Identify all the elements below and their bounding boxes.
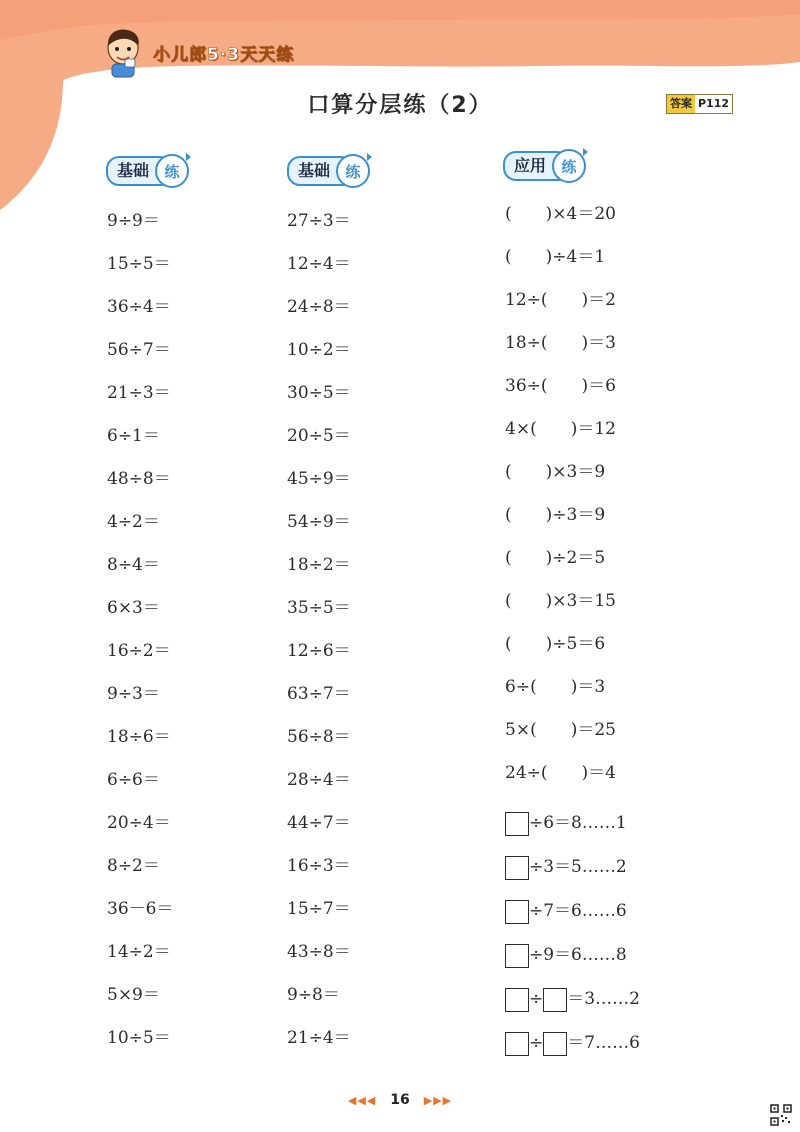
answer-blank[interactable]: ( ) [530,419,578,439]
arithmetic-problem: 9÷3＝ [107,684,160,704]
arithmetic-problem: 6÷6＝ [107,770,160,790]
answer-box[interactable] [505,988,529,1012]
problem-prefix: 24÷ [505,763,541,783]
fill-paren-problem [505,408,640,451]
problem-prefix: 36÷ [505,376,541,396]
answer-blank[interactable]: ( ) [540,333,589,353]
arithmetic-problem: 10÷5＝ [107,1028,171,1048]
problem-column-2 [287,200,351,1060]
fill-paren-problem [505,623,640,666]
left-arrows-icon: ◀◀◀ [347,1094,377,1107]
arithmetic-problem: 15÷5＝ [107,254,171,274]
arithmetic-problem: 24÷8＝ [287,297,351,317]
answer-box[interactable] [505,812,529,836]
problem-suffix: ÷3＝9 [552,505,606,525]
problem-suffix: ＝3……2 [567,989,640,1009]
problem-prefix: 18÷ [505,333,541,353]
arithmetic-problem: 21÷4＝ [287,1028,351,1048]
arithmetic-problem: 54÷9＝ [287,512,351,532]
problem-suffix: ÷9＝6……8 [529,945,627,965]
arithmetic-problem: 18÷2＝ [287,555,351,575]
answer-box[interactable] [543,988,567,1012]
arithmetic-problem: 44÷7＝ [287,813,351,833]
answer-blank[interactable]: ( ) [505,247,553,267]
answer-page-ref: P112 [695,95,732,113]
badge-label: 基础 [106,156,173,186]
answer-blank[interactable]: ( ) [530,677,578,697]
answer-label: 答案 [667,95,695,113]
problem-suffix: ×3＝9 [552,462,606,482]
problem-suffix: ＝3 [588,333,616,353]
page-number: 16 [390,1092,410,1108]
arithmetic-problem: 16÷3＝ [287,856,351,876]
problem-prefix: 12÷ [505,290,541,310]
problem-operator: ÷ [529,989,544,1009]
arithmetic-problem: 4÷2＝ [107,512,160,532]
badge-label: 基础 [287,156,354,186]
arithmetic-problem: 20÷4＝ [107,813,171,833]
arithmetic-problem: 35÷5＝ [287,598,351,618]
arithmetic-problem: 30÷5＝ [287,383,351,403]
remainder-problem [505,977,640,1021]
arithmetic-problem: 10÷2＝ [287,340,351,360]
page-footer [0,1092,800,1108]
remainder-problem [505,845,640,889]
arithmetic-problem: 12÷4＝ [287,254,351,274]
answer-blank[interactable]: ( ) [530,720,578,740]
arithmetic-problem: 8÷2＝ [107,856,160,876]
arithmetic-problem: 21÷3＝ [107,383,171,403]
fill-paren-problem [505,451,640,494]
arithmetic-problem: 43÷8＝ [287,942,351,962]
fill-paren-problem [505,193,640,236]
remainder-problem [505,933,640,977]
problem-suffix: ＝7……6 [567,1033,640,1053]
section-badge-applied [503,149,586,183]
answer-blank[interactable]: ( ) [540,290,589,310]
problem-operator: ÷ [529,1033,544,1053]
problem-suffix: ＝25 [577,720,616,740]
remainder-problem [505,889,640,933]
remainder-problem [505,1021,640,1065]
fill-paren-problem [505,236,640,279]
problem-suffix: ＝2 [588,290,616,310]
arithmetic-problem: 48÷8＝ [107,469,171,489]
page-title: 口算分层练（2） [307,93,493,118]
arithmetic-problem: 6×3＝ [107,598,160,618]
answer-box[interactable] [543,1032,567,1056]
badge-label: 应用 [503,151,570,181]
arithmetic-problem: 5×9＝ [107,985,160,1005]
fill-paren-problem [505,580,640,623]
problem-column-3 [505,193,640,1065]
problem-suffix: ÷2＝5 [552,548,606,568]
fill-paren-problem [505,494,640,537]
fill-paren-problem [505,537,640,580]
arithmetic-problem: 56÷7＝ [107,340,171,360]
answer-blank[interactable]: ( ) [505,634,553,654]
problem-suffix: ÷5＝6 [552,634,606,654]
fill-paren-problem [505,322,640,365]
brand-title: 小儿郎5·3天天练 [153,44,295,65]
fill-paren-problem [505,365,640,408]
arithmetic-problem: 15÷7＝ [287,899,351,919]
problem-prefix: 4× [505,419,531,439]
badge-practice-icon: 练 [155,154,189,188]
problem-suffix: ÷6＝8……1 [529,813,627,833]
arithmetic-problem: 36÷4＝ [107,297,171,317]
arithmetic-problem: 12÷6＝ [287,641,351,661]
answer-box[interactable] [505,944,529,968]
answer-blank[interactable]: ( ) [505,548,553,568]
remainder-problem [505,801,640,845]
arithmetic-problem: 63÷7＝ [287,684,351,704]
section-badge-basic-2 [287,154,370,188]
problem-suffix: ＝12 [577,419,616,439]
problem-prefix: 6÷ [505,677,531,697]
answer-box[interactable] [505,1032,529,1056]
answer-blank[interactable]: ( ) [505,462,553,482]
right-arrows-icon: ▶▶▶ [423,1094,453,1107]
fill-paren-problem [505,752,640,795]
arithmetic-problem: 16÷2＝ [107,641,171,661]
arithmetic-problem: 9÷9＝ [107,211,160,231]
arithmetic-problem: 56÷8＝ [287,727,351,747]
problem-suffix: ÷3＝5……2 [529,857,627,877]
brand [101,26,294,78]
arithmetic-problem: 27÷3＝ [287,211,351,231]
arithmetic-problem: 20÷5＝ [287,426,351,446]
problem-suffix: ＝3 [577,677,606,697]
fill-paren-problem [505,666,640,709]
arithmetic-problem: 6÷1＝ [107,426,160,446]
arithmetic-problem: 36－6＝ [107,899,174,919]
mascot-boy-icon [101,26,145,78]
qr-code-icon [770,1104,792,1126]
arithmetic-problem: 9÷8＝ [287,985,340,1005]
answer-blank[interactable]: ( ) [540,376,589,396]
answer-reference-tag [666,94,733,114]
problem-suffix: ×4＝20 [552,204,616,224]
problem-suffix: ÷4＝1 [552,247,606,267]
answer-box[interactable] [505,900,529,924]
answer-box[interactable] [505,856,529,880]
problem-column-1 [107,200,173,1060]
arithmetic-problem: 45÷9＝ [287,469,351,489]
answer-blank[interactable]: ( ) [505,204,553,224]
problem-suffix: ＝6 [588,376,616,396]
problem-suffix: ＝4 [588,763,616,783]
arithmetic-problem: 14÷2＝ [107,942,171,962]
badge-practice-icon: 练 [552,149,586,183]
arithmetic-problem: 28÷4＝ [287,770,351,790]
fill-paren-problem [505,279,640,322]
fill-paren-problem [505,709,640,752]
answer-blank[interactable]: ( ) [540,763,589,783]
badge-practice-icon: 练 [336,154,370,188]
problem-suffix: ÷7＝6……6 [529,901,627,921]
arithmetic-problem: 18÷6＝ [107,727,171,747]
answer-blank[interactable]: ( ) [505,591,553,611]
problem-prefix: 5× [505,720,531,740]
arithmetic-problem: 8÷4＝ [107,555,160,575]
section-badge-basic-1 [106,154,189,188]
answer-blank[interactable]: ( ) [505,505,553,525]
problem-suffix: ×3＝15 [552,591,616,611]
